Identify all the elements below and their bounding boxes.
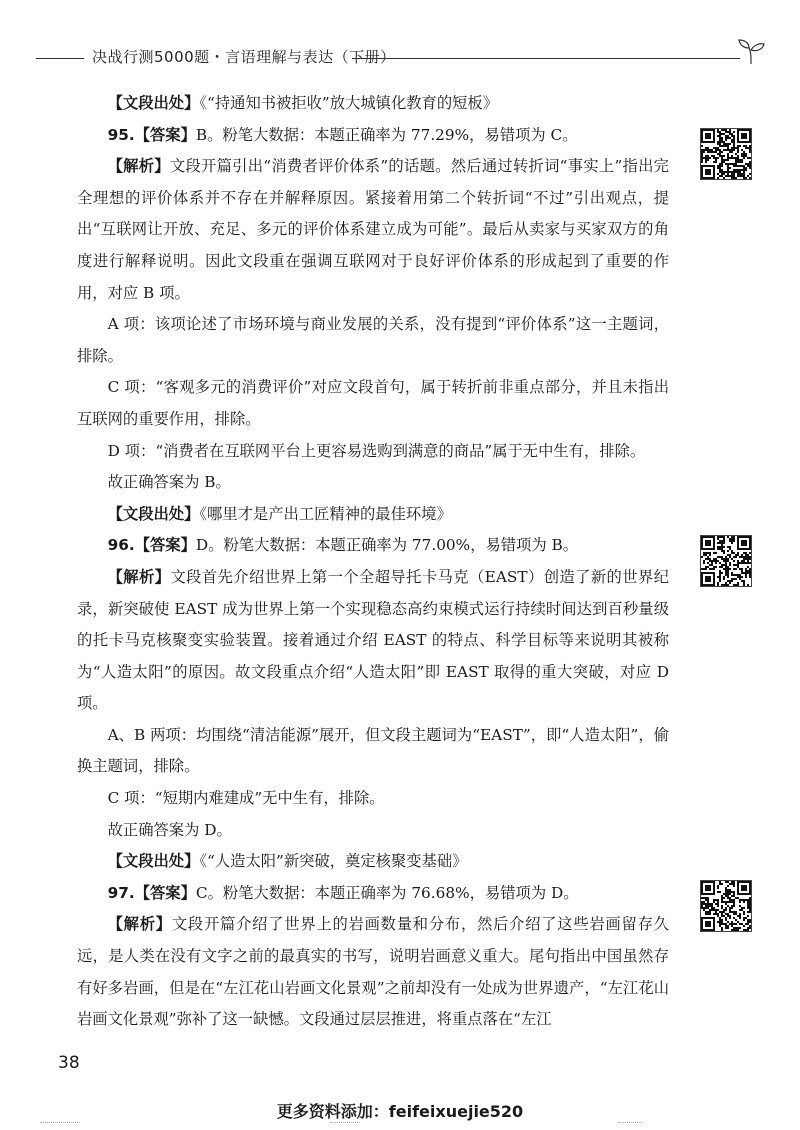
option-analysis: C 项：“客观多元的消费评价”对应文段首句，属于转折前非重点部分，并且未指出互联网的重要作用，排除。 bbox=[77, 378, 669, 428]
scan-artifact bbox=[618, 1122, 642, 1125]
qr-code-icon[interactable] bbox=[700, 128, 752, 180]
conclusion-line: 故正确答案为 D。 bbox=[107, 820, 232, 839]
header-rule-left bbox=[36, 58, 84, 59]
header-rule-right bbox=[352, 58, 740, 59]
option-analysis: D 项：“消费者在互联网平台上更容易选购到满意的商品”属于无中生有，排除。 bbox=[107, 441, 646, 460]
qr-code-icon[interactable] bbox=[700, 880, 752, 932]
analysis-paragraph: 【解析】文段首先介绍世界上第一个全超导托卡马克（EAST）创造了新的世界纪录，新突破使 EAST 成为世界上第一个实现稳态高约束模式运行持续时间达到百秒量级的托卡马克核聚变实验装置。接着通过介绍 EAST 的特点、科学目标等来说明其被称为“人造太阳”的原因。故文段重点介绍“人造太阳”即 EAST 取得的重大突破，对应 D 项。 bbox=[77, 567, 669, 713]
scan-artifact bbox=[330, 1122, 360, 1125]
answer-line: 96.【答案】D。粉笔大数据：本题正确率为 77.00%，易错项为 B。 bbox=[107, 536, 579, 555]
answer-line: 97.【答案】C。粉笔大数据：本题正确率为 76.68%，易错项为 D。 bbox=[107, 883, 579, 902]
footer-note: 更多资料添加：feifeixuejie520 bbox=[276, 1102, 524, 1121]
source-note: 【文段出处】《哪里才是产出工匠精神的最佳环境》 bbox=[107, 504, 452, 523]
source-note: 【文段出处】《“持通知书被拒收”放大城镇化教育的短板》 bbox=[107, 94, 499, 112]
page-content bbox=[77, 88, 669, 1036]
answer-line: 95.【答案】B。粉笔大数据：本题正确率为 77.29%，易错项为 C。 bbox=[107, 125, 578, 144]
page-number: 38 bbox=[58, 1053, 80, 1073]
sprout-icon bbox=[736, 36, 766, 66]
source-note: 【文段出处】《“人造太阳”新突破，奠定核聚变基础》 bbox=[107, 852, 468, 871]
option-analysis: C 项：“短期内难建成”无中生有，排除。 bbox=[107, 789, 385, 808]
option-analysis: A、B 两项：均围绕“清洁能源”展开，但文段主题词为“EAST”，即“人造太阳”，偷换主题词，排除。 bbox=[77, 725, 669, 776]
qr-code-icon[interactable] bbox=[700, 535, 752, 587]
analysis-paragraph: 【解析】文段开篇引出“消费者评价体系”的话题。然后通过转折词“事实上”指出完全理想的评价体系并不存在并解释原因。紧接着用第二个转折词“不过”引出观点，提出“互联网让开放、充足、多元的评价体系建立成为可能”。最后从卖家与买家双方的角度进行解释说明。因此文段重在强调互联网对于良好评价体系的形成起到了重要的作用，对应 B 项。 bbox=[77, 157, 669, 302]
book-title: 决战行测5000题・言语理解与表达（下册） bbox=[92, 48, 396, 66]
conclusion-line: 故正确答案为 B。 bbox=[107, 473, 231, 492]
analysis-paragraph: 【解析】文段开篇介绍了世界上的岩画数量和分布，然后介绍了这些岩画留存久远，是人类在没有文字之前的最真实的书写，说明岩画意义重大。尾句指出中国虽然存有好多岩画，但是在“左江花山岩画文化景观”之前却没有一处成为世界遗产，“左江花山岩画文化景观”弥补了这一缺憾。文段通过层层推进，将重点落在“左江 bbox=[77, 915, 669, 1029]
running-header bbox=[0, 44, 800, 74]
scan-artifact bbox=[40, 1122, 80, 1125]
option-analysis: A 项：该项论述了市场环境与商业发展的关系，没有提到“评价体系”这一主题词，排除。 bbox=[77, 315, 669, 365]
